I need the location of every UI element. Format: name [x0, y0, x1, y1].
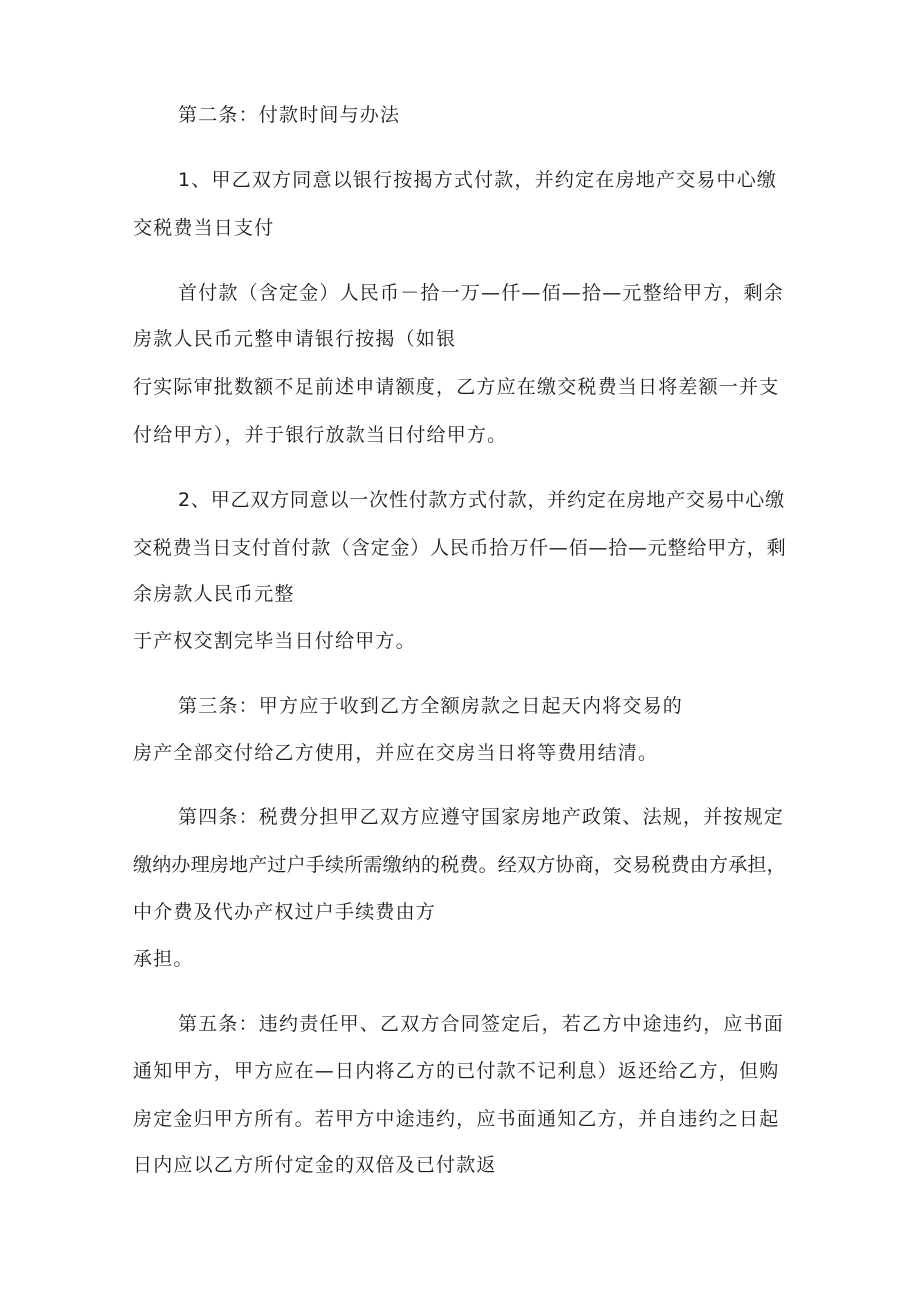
clause-2-item-1-line-2: 交税费当日支付	[133, 217, 275, 239]
clause-5-line-4: 日内应以乙方所付定金的双倍及已付款返	[133, 1154, 497, 1176]
down-payment-line-4: 付给甲方），并于银行放款当日付给甲方。	[133, 424, 508, 446]
clause-2-item-2-line-4: 于产权交割完毕当日付给甲方。	[133, 630, 416, 652]
clause-2-item-2-line-2: 交税费当日支付首付款（含定金）人民币拾万仟—佰—拾—元整给甲方，剩	[133, 537, 787, 559]
clause-5-line-1: 第五条：违约责任甲、乙双方合同签定后，若乙方中途违约，应书面	[178, 1013, 785, 1035]
clause-2-item-2-line-3: 余房款人民币元整	[133, 583, 295, 605]
clause-2-heading: 第二条：付款时间与办法	[178, 104, 401, 126]
clause-4-line-3: 中介费及代办产权过户手续费由方	[133, 901, 437, 923]
clause-5-line-2: 通知甲方，甲方应在—日内将乙方的已付款不记利息）返还给乙方，但购	[133, 1060, 780, 1082]
clause-2-item-2-line-1: 2、甲乙双方同意以一次性付款方式付款，并约定在房地产交易中心缴	[178, 489, 785, 511]
clause-5-line-3: 房定金归甲方所有。若甲方中途违约，应书面通知乙方，并自违约之日起	[133, 1108, 780, 1130]
clause-3-line-1: 第三条：甲方应于收到乙方全额房款之日起天内将交易的	[178, 695, 684, 717]
down-payment-line-1: 首付款（含定金）人民币－拾一万—仟—佰—拾—元整给甲方，剩余	[178, 282, 785, 304]
clause-3-line-2: 房产全部交付给乙方使用，并应在交房当日将等费用结清。	[133, 742, 659, 764]
clause-2-item-1-line-1: 1、甲乙双方同意以银行按揭方式付款，并约定在房地产交易中心缴	[178, 169, 778, 191]
down-payment-line-3: 行实际审批数额不足前述申请额度，乙方应在缴交税费当日将差额一并支	[133, 376, 780, 398]
clause-4-line-1: 第四条：税费分担甲乙双方应遵守国家房地产政策、法规，并按规定	[178, 806, 785, 828]
clause-4-line-2: 缴纳办理房地产过户手续所需缴纳的税费。经双方协商，交易税费由方承担，	[133, 854, 786, 876]
down-payment-line-2: 房款人民币元整申请银行按揭（如银	[133, 328, 457, 350]
clause-4-line-4: 承担。	[133, 948, 194, 970]
